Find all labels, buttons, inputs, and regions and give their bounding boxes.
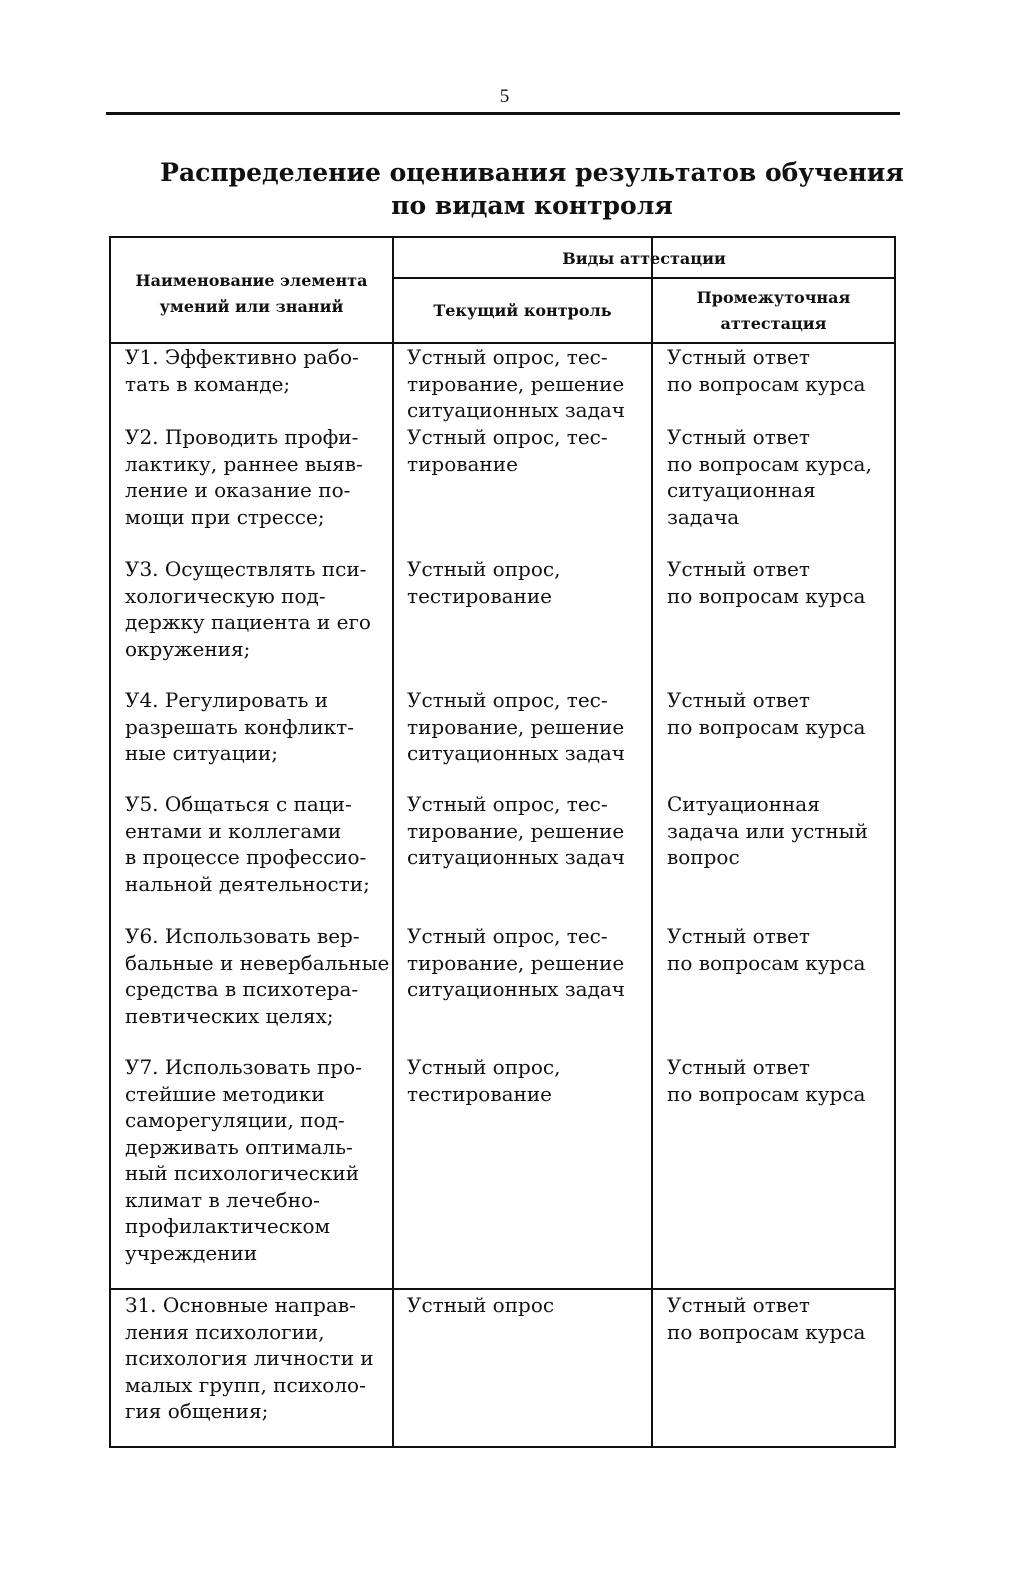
row-element-u6: У6. Использовать вер- бальные и невербальные средства в психотера- певтических целях; <box>125 924 390 1028</box>
row-element-u4: У4. Регулировать и разрешать конфликт- ные ситуации; <box>125 688 354 765</box>
row-intermediate-u2: Устный ответ по вопросам курса, ситуационная задача <box>667 425 872 529</box>
row-intermediate-u5: Ситуационная задача или устный вопрос <box>667 792 868 869</box>
row-element-u5: У5. Общаться с паци- ентами и коллегами в процессе профессио- нальной деятельности; <box>125 792 370 896</box>
page-number: 5 <box>499 86 510 107</box>
row-current-u1: Устный опрос, тес- тирование, решение ситуационных задач <box>407 345 626 422</box>
row-intermediate-u1: Устный ответ по вопросам курса <box>667 345 866 396</box>
header-subdivider <box>394 277 894 279</box>
row-element-u1: У1. Эффективно рабо- тать в команде; <box>125 345 359 396</box>
row-element-u2: У2. Проводить профи- лактику, раннее выяв- ление и оказание по- мощи при стрессе; <box>125 425 363 529</box>
row-current-u3: Устный опрос, тестирование <box>407 557 561 608</box>
section-divider <box>111 1288 894 1290</box>
header-element-name: Наименование элемента умений или знаний <box>135 271 368 316</box>
column-divider-1 <box>392 238 394 1446</box>
page-title: Распределение оценивания результатов обучения по видам контроля <box>160 158 904 220</box>
row-current-u2: Устный опрос, тес- тирование <box>407 425 608 476</box>
row-element-u7: У7. Использовать про- стейшие методики саморегуляции, под- держивать оптималь- ный психологический климат в лечебно- профилактическом учреждении <box>125 1055 362 1265</box>
header-rule <box>106 112 900 115</box>
assessment-table <box>109 236 896 1448</box>
row-current-u5: Устный опрос, тес- тирование, решение ситуационных задач <box>407 792 626 869</box>
row-current-u4: Устный опрос, тес- тирование, решение ситуационных задач <box>407 688 626 765</box>
row-intermediate-u3: Устный ответ по вопросам курса <box>667 557 866 608</box>
row-intermediate-u6: Устный ответ по вопросам курса <box>667 924 866 975</box>
header-current-control: Текущий контроль <box>433 301 612 320</box>
row-intermediate-u4: Устный ответ по вопросам курса <box>667 688 866 739</box>
row-intermediate-z1: Устный ответ по вопросам курса <box>667 1293 866 1344</box>
row-intermediate-u7: Устный ответ по вопросам курса <box>667 1055 866 1106</box>
header-intermediate-attestation: Промежуточная аттестация <box>696 288 851 333</box>
row-current-u6: Устный опрос, тес- тирование, решение ситуационных задач <box>407 924 626 1001</box>
row-current-u7: Устный опрос, тестирование <box>407 1055 561 1106</box>
row-element-z1: З1. Основные направ- ления психологии, психология личности и малых групп, психоло- гия общения; <box>125 1293 374 1423</box>
row-current-z1: Устный опрос <box>407 1293 555 1317</box>
row-element-u3: У3. Осуществлять пси- хологическую под- держку пациента и его окружения; <box>125 557 371 661</box>
header-attestation-types: Виды аттестации <box>562 249 726 268</box>
